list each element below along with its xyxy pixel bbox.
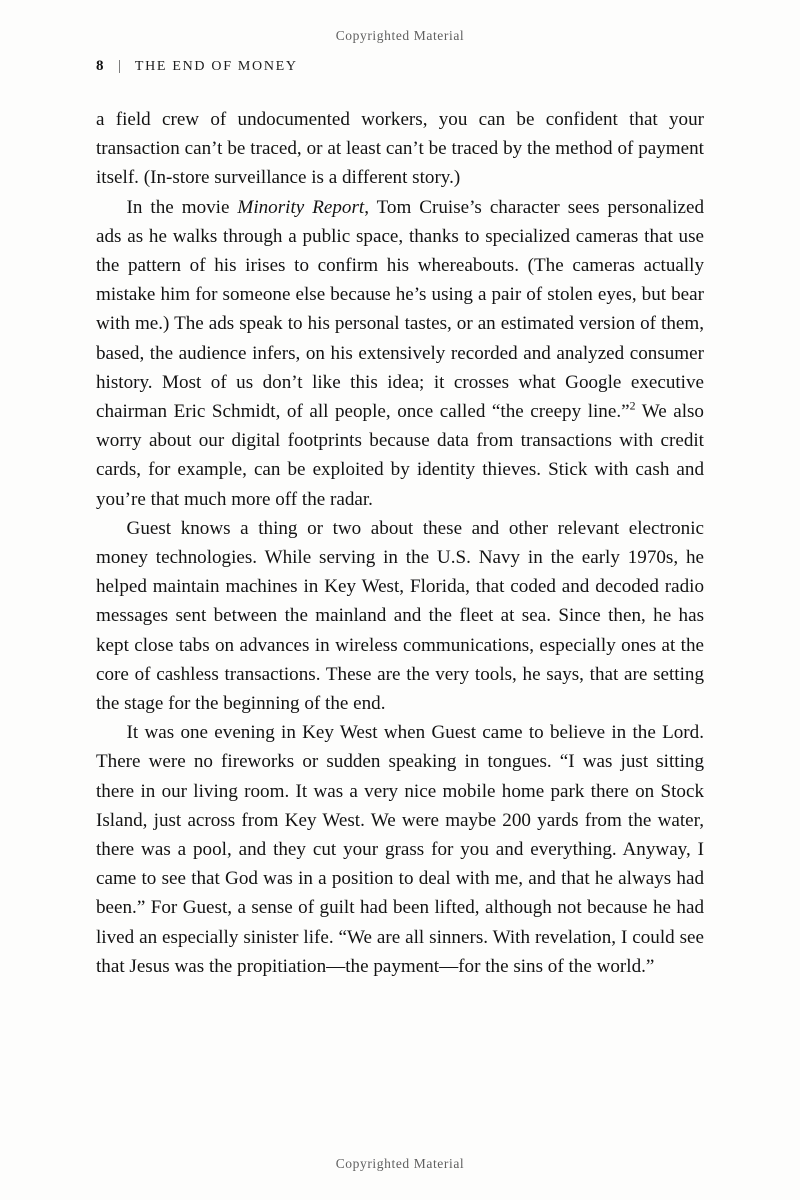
footnote-marker: 2 (629, 398, 636, 413)
running-head-separator: | (117, 58, 121, 74)
running-head (96, 58, 298, 75)
body-paragraph: It was one evening in Key West when Guest came to believe in the Lord. There were no fireworks or sudden speaking in tongues. “I was just sitting there in our living room. It was a very nice mobile home park there on Stock Island, just across from Key West. We were maybe 200 yards from the water, there was a pool, and they cut your grass for you and everything. Anyway, I came to see that God was in a position to deal with me, and that he always had been.” For Guest, a sense of guilt had been lifted, although not because he had lived an especially sinister life. “We are all sinners. With revelation, I could see that Jesus was the propitiation—the payment—for the sins of the world.” (96, 722, 704, 977)
page-number: 8 (96, 58, 104, 74)
body-paragraph: In the movie Minority Report, Tom Cruise’s character sees personalized ads as he walks through a public space, thanks to specialized cameras that use the pattern of his irises to confirm his whereabouts. (The cameras actually mistake him for someone else because he’s using a pair of stolen eyes, but bear with me.) The ads speak to his personal tastes, or an estimated version of them, based, the audience infers, on his extensively recorded and analyzed consumer history. Most of us don’t like this idea; it crosses what Google executive chairman Eric Schmidt, of all people, once called “the creepy line.”$^2$ We also worry about our digital footprints because data from transactions with credit cards, for example, can be exploited by identity thieves. Stick with cash and you’re that much more off the radar. (96, 196, 705, 510)
book-title: THE END OF MONEY (134, 59, 298, 74)
italic-title: Minority Report (237, 196, 365, 218)
page-body-text (96, 105, 704, 981)
copyright-watermark-top: Copyrighted Material (335, 28, 465, 43)
body-paragraph: a field crew of undocumented workers, you can be confident that your transaction can’t be traced, or at least can’t be traced by the method of payment itself. (In-store surveillance is a different story.) (96, 109, 704, 189)
copyright-watermark-bottom: Copyrighted Material (335, 1156, 465, 1171)
body-paragraph: Guest knows a thing or two about these and other relevant electronic money technologies. While serving in the U.S. Navy in the early 1970s, he helped maintain machines in Key West, Florida, that coded and decoded radio messages sent between the mainland and the fleet at sea. Since then, he has kept close tabs on advances in wireless communications, especially ones at the core of cashless transactions. These are the very tools, he says, that are setting the stage for the beginning of the end. (96, 517, 704, 715)
